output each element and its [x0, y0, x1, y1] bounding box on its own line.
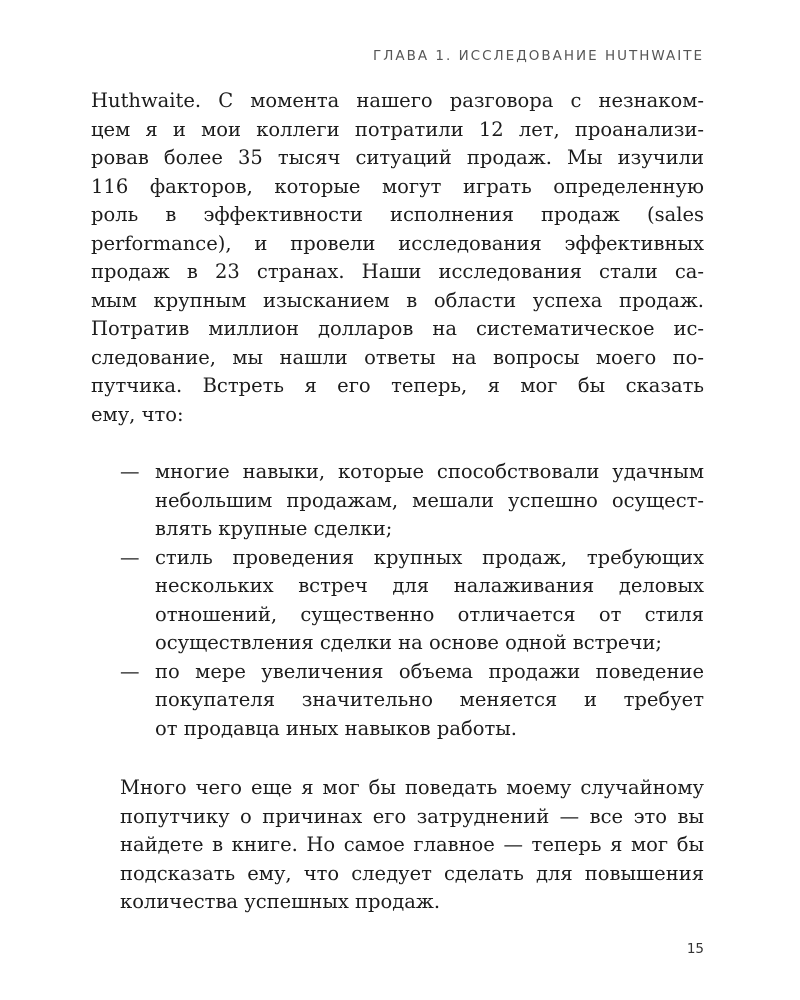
paragraph-conclusion	[120, 774, 704, 917]
text-line: стиль проведения крупных продаж, требующих	[155, 545, 704, 569]
running-head: ГЛАВА 1. ИССЛЕДОВАНИЕ HUTHWAITE	[373, 48, 704, 64]
text-line: попутчику о причинах его затруднений — все это вы	[120, 804, 704, 828]
text-line: мым крупным изысканием в области успеха продаж.	[91, 288, 704, 312]
text-line: performance), и провели исследования эффективных	[91, 231, 704, 255]
paragraph-intro	[91, 87, 704, 429]
text-line: Потратив миллион долларов на систематическое ис-	[91, 317, 704, 340]
list-item	[120, 658, 704, 744]
page-number: 15	[686, 941, 704, 957]
list-item	[120, 544, 704, 658]
text-line: влять крупные сделки;	[155, 517, 393, 540]
dash-bullet: —	[120, 659, 140, 683]
text-line: небольшим продажам, мешали успешно осущест-	[155, 488, 704, 512]
text-line: многие навыки, которые способствовали удачным	[155, 460, 704, 483]
text-line: подсказать ему, что следует сделать для повышения	[120, 861, 704, 885]
text-line: роль в эффективности исполнения продаж (sales	[91, 203, 704, 226]
text-line: количества успешных продаж.	[120, 890, 441, 913]
text-line: продаж в 23 странах. Наши исследования стали са-	[91, 260, 704, 283]
list-item	[120, 458, 704, 544]
text-line: нескольких встреч для налаживания деловых	[155, 574, 704, 597]
text-line: Много чего еще я мог бы поведать моему случайному	[120, 776, 704, 799]
text-line: ровав более 35 тысяч ситуаций продаж. Мы изучили	[91, 146, 704, 169]
dash-bullet: —	[120, 460, 140, 483]
text-line: цем я и мои коллеги потратили 12 лет, проанализи-	[91, 117, 704, 141]
text-line: Huthwaite. С момента нашего разговора с незнаком-	[91, 89, 704, 112]
text-line: путчика. Встреть я его теперь, я мог бы сказать	[91, 374, 704, 397]
text-line: найдете в книге. Но самое главное — теперь я мог бы	[120, 833, 704, 856]
findings-list	[120, 458, 704, 743]
text-line: покупателя значительно меняется и требует	[155, 688, 704, 711]
text-line: от продавца иных навыков работы.	[155, 716, 517, 740]
text-line: следование, мы нашли ответы на вопросы моего по-	[91, 345, 704, 369]
text-line: отношений, существенно отличается от стиля	[155, 602, 704, 626]
text-line: ему, что:	[91, 402, 184, 426]
dash-bullet: —	[120, 545, 140, 569]
text-line: 116 факторов, которые могут играть определенную	[91, 174, 704, 198]
text-line: осуществления сделки на основе одной встречи;	[155, 631, 662, 654]
text-line: по мере увеличения объема продажи поведение	[155, 659, 704, 683]
